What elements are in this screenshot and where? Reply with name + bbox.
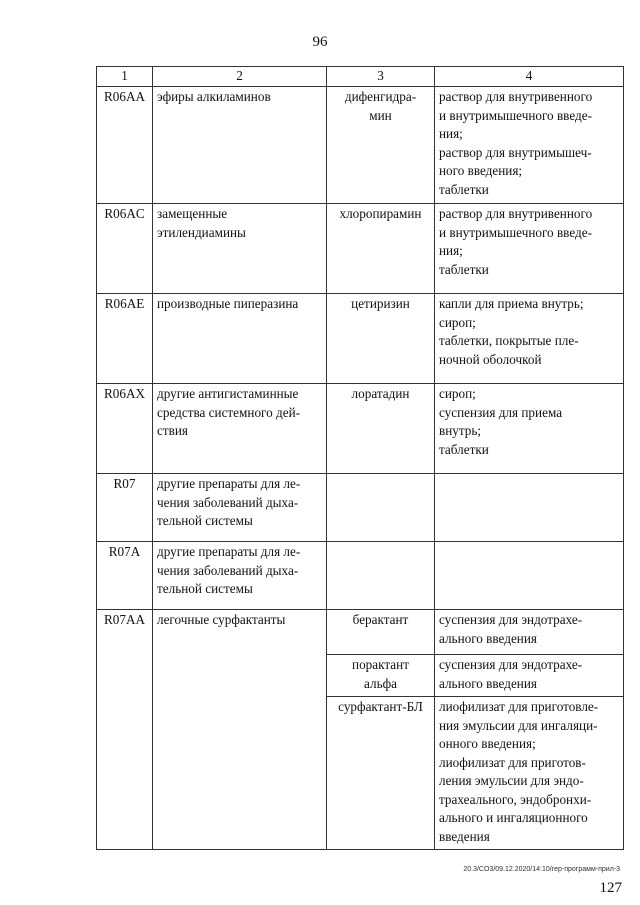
group-text-line: ствия <box>157 423 188 438</box>
table-row <box>97 294 624 384</box>
table-header-row <box>97 67 624 87</box>
group-text-line: легочные сурфактанты <box>157 612 286 627</box>
drug-name-entry <box>327 696 434 720</box>
group-text-line: тельной системы <box>157 513 253 528</box>
dosage-form-entry <box>435 204 623 282</box>
table-row <box>97 474 624 542</box>
dosage-form-entry <box>435 294 623 372</box>
anatomical-group-cell <box>153 542 327 610</box>
drug-name-entry <box>327 610 434 654</box>
dosage-form-line: ния эмульсии для ингаляци- <box>439 717 598 733</box>
drug-name-entry <box>327 294 434 317</box>
group-text-line: этилендиамины <box>157 224 246 240</box>
group-text-line: другие препараты для ле- <box>157 544 301 559</box>
dosage-form-line: суспензия для эндотрахе- <box>439 657 583 672</box>
atc-code-cell: R07A <box>97 542 153 610</box>
drug-name-line: альфа <box>364 675 397 691</box>
atc-code-cell: R06AA <box>97 87 153 204</box>
dosage-form-entry <box>435 696 623 849</box>
anatomical-group-cell <box>153 87 327 204</box>
dosage-form-line: и внутримышечного введе- <box>439 224 592 240</box>
header-col-2: 2 <box>153 67 327 87</box>
anatomical-group-cell <box>153 610 327 850</box>
anatomical-group-cell <box>153 474 327 542</box>
group-text-line: тельной системы <box>157 581 253 596</box>
drug-name-cell <box>327 384 435 474</box>
dosage-form-cell <box>435 474 624 542</box>
group-text-line: производные пиперазина <box>157 296 299 311</box>
dosage-form-line: ночной оболочкой <box>439 351 542 367</box>
header-col-4: 4 <box>435 67 624 87</box>
dosage-form-cell <box>435 610 624 850</box>
drug-name-cell <box>327 542 435 610</box>
group-text-line: замещенные <box>157 206 228 221</box>
dosage-form-line: онного введения; <box>439 736 536 751</box>
drug-name-entry <box>327 474 434 478</box>
table-row <box>97 610 624 850</box>
drug-name-entry <box>327 542 434 546</box>
group-text-line: средства системного дей- <box>157 404 301 420</box>
dosage-form-line: лиофилизат для приготовле- <box>439 699 599 714</box>
anatomical-group-cell <box>153 294 327 384</box>
dosage-form-cell <box>435 87 624 204</box>
dosage-form-line: капли для приема внутрь; <box>439 296 584 311</box>
drug-name-cell <box>327 204 435 294</box>
group-text-line: другие антигистаминные <box>157 386 299 401</box>
dosage-form-line: ния; <box>439 243 463 258</box>
drug-name-line: дифенгидра- <box>344 89 417 104</box>
group-text-line: эфиры алкиламинов <box>157 89 271 104</box>
dosage-form-entry <box>435 610 623 654</box>
dosage-form-line: ального введения <box>439 630 537 646</box>
drug-name-line: лоратадин <box>351 386 410 401</box>
dosage-form-line: ного введения; <box>439 163 523 178</box>
dosage-form-cell <box>435 542 624 610</box>
drug-name-entry <box>327 87 434 128</box>
dosage-form-line: таблетки <box>439 181 489 197</box>
dosage-form-line: ального и ингаляционного <box>439 810 588 825</box>
anatomical-group-cell <box>153 204 327 294</box>
atc-code-cell: R06AC <box>97 204 153 294</box>
dosage-form-line: ния; <box>439 126 463 141</box>
atc-code-cell: R06AE <box>97 294 153 384</box>
drug-name-cell <box>327 294 435 384</box>
dosage-form-line: внутрь; <box>439 423 482 438</box>
atc-code-cell: R06AX <box>97 384 153 474</box>
dosage-form-cell <box>435 384 624 474</box>
dosage-form-line: ления эмульсии для эндо- <box>439 773 584 788</box>
dosage-form-line: суспензия для эндотрахе- <box>439 612 583 627</box>
dosage-form-entry <box>435 474 623 478</box>
drug-name-line: сурфактант-БЛ <box>338 699 423 714</box>
drug-name-cell <box>327 610 435 850</box>
dosage-form-cell <box>435 294 624 384</box>
table-row <box>97 384 624 474</box>
drug-name-line: берактант <box>352 612 409 627</box>
drug-name-entry <box>327 204 434 227</box>
dosage-form-entry <box>435 87 623 202</box>
group-text-line: другие препараты для ле- <box>157 476 301 491</box>
dosage-form-line: таблетки <box>439 441 489 457</box>
table-row <box>97 542 624 610</box>
anatomical-group-cell <box>153 384 327 474</box>
dosage-form-line: ального введения <box>439 675 537 691</box>
group-text-line: чения заболеваний дыха- <box>157 562 299 578</box>
dosage-form-line: и внутримышечного введе- <box>439 107 592 123</box>
dosage-form-line: раствор для внутривенного <box>439 89 593 104</box>
table-row <box>97 87 624 204</box>
dosage-form-line: раствор для внутримышеч- <box>439 144 592 160</box>
footer-document-code: 20.3/CO3/09.12.2020/14:10/гер-программ-прил-3 <box>463 866 620 873</box>
drug-name-cell <box>327 87 435 204</box>
dosage-form-entry <box>435 542 623 546</box>
table-row <box>97 204 624 294</box>
drug-table <box>96 66 624 850</box>
drug-name-line: цетиризин <box>351 296 410 311</box>
dosage-form-entry <box>435 384 623 462</box>
page-number-bottom: 127 <box>599 880 622 896</box>
page-number-top: 96 <box>312 34 328 50</box>
dosage-form-line: сироп; <box>439 386 476 401</box>
dosage-form-line: суспензия для приема <box>439 404 563 420</box>
drug-name-entry <box>327 654 434 696</box>
atc-code-cell: R07 <box>97 474 153 542</box>
dosage-form-line: трахеального, эндобронхи- <box>439 791 592 807</box>
dosage-form-line: введения <box>439 828 490 844</box>
header-col-3: 3 <box>327 67 435 87</box>
header-col-1: 1 <box>97 67 153 87</box>
dosage-form-line: раствор для внутривенного <box>439 206 593 221</box>
drug-name-cell <box>327 474 435 542</box>
dosage-form-cell <box>435 204 624 294</box>
atc-code-cell: R07AA <box>97 610 153 850</box>
drug-name-line: хлоропирамин <box>339 206 422 221</box>
dosage-form-line: сироп; <box>439 314 476 330</box>
dosage-form-entry <box>435 654 623 696</box>
dosage-form-line: таблетки, покрытые пле- <box>439 333 579 348</box>
dosage-form-line: лиофилизат для приготов- <box>439 754 586 770</box>
drug-name-line: мин <box>369 107 392 123</box>
dosage-form-line: таблетки <box>439 261 489 277</box>
group-text-line: чения заболеваний дыха- <box>157 494 299 510</box>
drug-name-line: порактант <box>352 657 409 672</box>
drug-name-entry <box>327 384 434 407</box>
